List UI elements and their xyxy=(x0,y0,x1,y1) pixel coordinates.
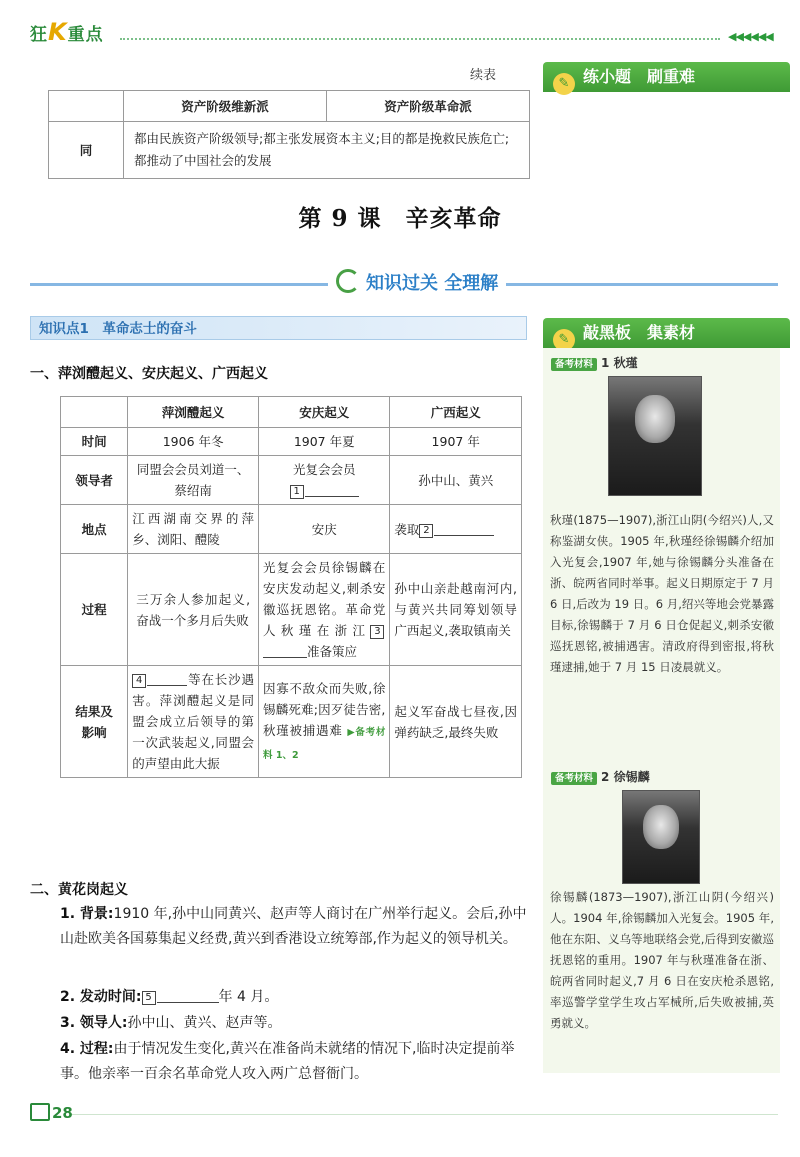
blank-2[interactable] xyxy=(434,521,494,536)
footer-line xyxy=(70,1114,778,1115)
blank-number-3: 3 xyxy=(370,625,384,639)
place-pxl: 江西湖南交界的萍乡、浏阳、醴陵 xyxy=(128,505,259,554)
header-arrows-icon: ◀◀◀◀◀◀ xyxy=(728,30,773,43)
result-pxl xyxy=(128,666,259,778)
section-band-label xyxy=(328,269,506,295)
place-gx xyxy=(390,505,522,554)
time-pxl: 1906 年冬 xyxy=(128,428,259,456)
process-aq-post: 准备策应 xyxy=(307,644,358,659)
bg-text: 1910 年,孙中山同黄兴、赵声等人商讨在广州举行起义。会后,孙中山赴欧美各国募集起义经费,黄兴到香港设立统筹部,作为起义的领导机关。 xyxy=(60,906,527,947)
material-2-tag: 备考材料 xyxy=(551,772,597,785)
logo-text-1: 狂 xyxy=(30,25,48,45)
material-1-num: 1 xyxy=(601,356,610,370)
process-gx: 孙中山亲赴越南河内,与黄兴共同筹划领导广西起义,袭取镇南关 xyxy=(390,554,522,666)
header-aq: 安庆起义 xyxy=(259,397,390,428)
blank-4[interactable] xyxy=(147,671,187,686)
material-reference[interactable]: ▶备考材料 1、2 xyxy=(263,726,386,761)
materials-banner xyxy=(543,318,790,348)
leader-label: 3. 领导人: xyxy=(60,1015,128,1031)
page-number xyxy=(30,1103,73,1122)
time-aq: 1907 年夏 xyxy=(259,428,390,456)
page-number-text: 28 xyxy=(52,1104,73,1122)
continued-row-text: 都由民族资产阶级领导;都主张发展资本主义;目的都是挽救民族危亡;都推动了中国社会的发展 xyxy=(124,122,530,179)
section-band xyxy=(30,272,778,296)
blank-number-1: 1 xyxy=(290,485,304,499)
material-2-text: 徐锡麟(1873—1907),浙江山阴(今绍兴)人。1904 年,徐锡麟加入光复会。1905 年,他在东阳、义乌等地联络会党,后得到安徽巡抚恩铭的重用。1907 年与秋瑾准备在浙、皖两省同时起义,7 月 6 日在安庆枪杀恩铭,率巡警学堂学生攻占军械所,后失败被捕,英勇就义。 xyxy=(550,890,774,1030)
blank-1[interactable] xyxy=(305,482,359,497)
row-label-result xyxy=(61,666,128,778)
blank-number-5: 5 xyxy=(142,991,156,1005)
leader-aq xyxy=(259,456,390,505)
lesson-title: 第 9 课 辛亥革命 xyxy=(298,205,502,232)
xu-xilin-photo xyxy=(622,790,700,884)
time-post: 年 4 月。 xyxy=(218,989,279,1005)
time-label: 2. 发动时间: xyxy=(60,989,142,1005)
logo-text-2: 重点 xyxy=(67,25,104,45)
result-gx: 起义军奋战七昼夜,因弹药缺乏,最终失败 xyxy=(390,666,522,778)
uprisings-table xyxy=(60,396,522,778)
process-text: 由于情况发生变化,黄兴在准备尚未就绪的情况下,临时决定提前举事。他亲率一百余名革命党人攻入两广总督衙门。 xyxy=(60,1041,515,1082)
row-label-leader: 领导者 xyxy=(61,456,128,505)
material-2-num: 2 xyxy=(601,770,610,784)
blank-5[interactable] xyxy=(157,988,219,1003)
qiu-jin-face xyxy=(635,395,675,443)
time-gx: 1907 年 xyxy=(390,428,522,456)
swirl-icon xyxy=(336,269,360,293)
material-1-text: 秋瑾(1875—1907),浙江山阴(今绍兴)人,又称鉴湖女侠。1905 年,秋瑾经徐锡麟介绍加入光复会,1907 年,她与徐锡麟分头准备在浙、皖两省同时举事。起义日期原定于 7 月 6 日,后改为 19 日。6 月,绍兴等地会党暴露目标,徐锡麟于 7 月 6 日仓促起义,刺杀安徽巡抚恩铭,被捕遇害。清政府得到密报,将秋瑾逮捕,她于 7 月 15 日凌晨就义。 xyxy=(550,513,774,674)
qiu-jin-photo xyxy=(608,376,702,496)
practice-banner xyxy=(543,62,790,92)
material-2-name: 徐锡麟 xyxy=(613,770,650,784)
continued-col2: 资产阶级革命派 xyxy=(326,91,529,122)
continued-empty-header xyxy=(49,91,124,122)
section-band-text: 知识过关 全理解 xyxy=(366,273,499,294)
part1-heading: 一、萍浏醴起义、安庆起义、广西起义 xyxy=(30,366,268,382)
continued-col1: 资产阶级维新派 xyxy=(124,91,327,122)
blank-3[interactable] xyxy=(263,643,307,658)
practice-banner-text: 练小题 刷重难 xyxy=(583,67,696,86)
series-logo xyxy=(30,18,104,46)
book-icon xyxy=(30,1103,50,1121)
row-label-process: 过程 xyxy=(61,554,128,666)
student-icon: ✎ xyxy=(553,73,575,95)
place-gx-text: 袭取 xyxy=(394,521,420,537)
row-label-result-2: 影响 xyxy=(81,724,107,740)
leader-pxl: 同盟会会员刘道一、蔡绍南 xyxy=(128,456,259,505)
continued-table xyxy=(48,90,530,179)
header-gx: 广西起义 xyxy=(390,397,522,428)
material-2-title xyxy=(551,768,650,785)
leader-aq-text: 光复会会员 xyxy=(292,462,356,477)
logo-k: K xyxy=(48,18,68,46)
leader-text: 孙中山、黄兴、赵声等。 xyxy=(127,1015,282,1031)
part2-leader xyxy=(60,1011,530,1036)
header-pxl: 萍浏醴起义 xyxy=(128,397,259,428)
table-corner xyxy=(61,397,128,428)
blank-number-2: 2 xyxy=(419,524,433,538)
part2-process xyxy=(60,1037,530,1087)
part2-time xyxy=(60,985,530,1010)
knowledge-point-bar: 知识点1 革命志士的奋斗 xyxy=(30,316,527,340)
result-aq xyxy=(259,666,390,778)
row-label-place: 地点 xyxy=(61,505,128,554)
header-dotted-line xyxy=(120,38,720,40)
bg-label: 1. 背景: xyxy=(60,906,114,922)
row-label-time: 时间 xyxy=(61,428,128,456)
part2-background xyxy=(60,902,530,952)
process-label: 4. 过程: xyxy=(60,1041,114,1057)
continued-row-label: 同 xyxy=(49,122,124,179)
process-pxl: 三万余人参加起义,奋战一个多月后失败 xyxy=(128,554,259,666)
row-label-result-1: 结果及 xyxy=(75,703,113,719)
xu-xilin-face xyxy=(643,805,679,849)
blackboard-icon: ✎ xyxy=(553,329,575,351)
leader-gx: 孙中山、黄兴 xyxy=(390,456,522,505)
part2-heading: 二、黄花岗起义 xyxy=(30,882,128,898)
process-aq-text: 光复会会员徐锡麟在安庆发动起义,刺杀安徽巡抚恩铭。革命党人秋瑾在浙江 xyxy=(263,560,386,638)
material-1-title xyxy=(551,354,638,371)
process-aq xyxy=(259,554,390,666)
continued-label: 续表 xyxy=(470,68,497,83)
place-aq: 安庆 xyxy=(259,505,390,554)
blank-number-4: 4 xyxy=(132,674,146,688)
result-pxl-text: 等在长沙遇害。萍浏醴起义是同盟会成立后领导的第一次武装起义,同盟会的声望由此大振 xyxy=(132,672,255,771)
material-1-tag: 备考材料 xyxy=(551,358,597,371)
result-aq-text: 因寡不敌众而失败,徐锡麟死难;因歹徒告密,秋瑾被捕遇难 xyxy=(263,680,386,738)
materials-banner-text: 敲黑板 集素材 xyxy=(583,323,696,342)
material-1-name: 秋瑾 xyxy=(613,356,638,370)
